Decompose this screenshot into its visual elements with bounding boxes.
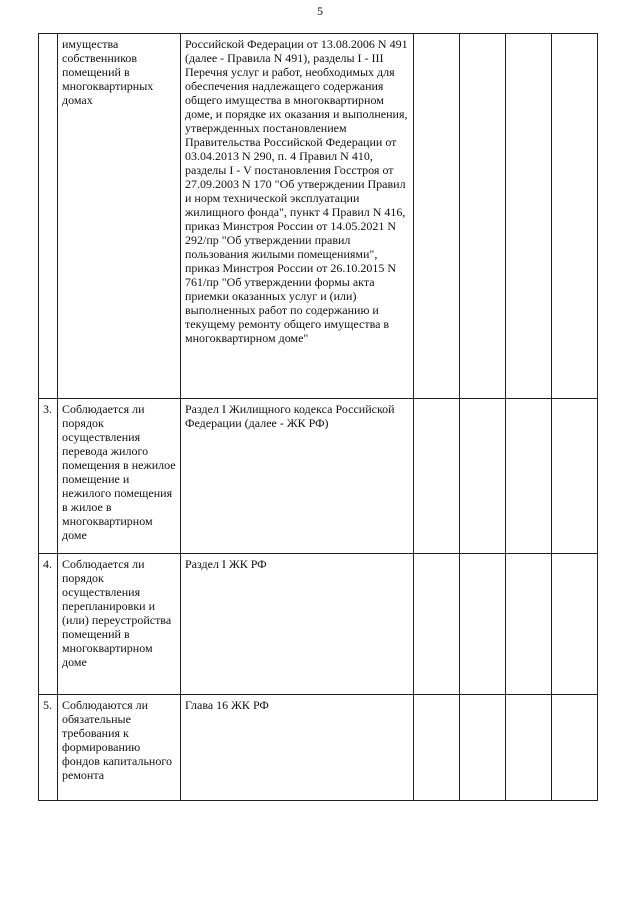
question-cell: Соблюдаются ли обязательные требования к формированию фондов капитального ремонта [58,695,181,801]
reference-cell: Российской Федерации от 13.08.2006 N 491 (далее - Правила N 491), разделы I - III Перечня услуг и работ, необходимых для обеспечения надлежащего содержания общего имущества в многоквартирном доме, и порядке их оказания и выполнения, утвержденных постановлением Правительства Российской Федерации от 03.04.2013 N 290, п. 4 Правил N 410, разделы I - V постановления Госстроя от 27.09.2003 N 170 "Об утверждении Правил и норм технической эксплуатации жилищного фонда", пункт 4 Правил N 416, приказ Минстроя России от 14.05.2021 N 292/пр "Об утверждении правил пользования жилыми помещениями", приказ Минстроя России от 26.10.2015 N 761/пр "Об утверждении формы акта приемки оказанных услуг и (или) выполненных работ по содержанию и текущему ремонту общего имущества в многоквартирном доме" [181,34,414,399]
checklist-table [38,33,598,801]
answer-na-cell [506,399,552,554]
answer-no-cell [460,695,506,801]
answer-yes-cell [414,34,460,399]
reference-cell: Раздел I ЖК РФ [181,554,414,695]
table-row [39,554,598,695]
question-cell: имущества собственников помещений в многоквартирных домах [58,34,181,399]
answer-no-cell [460,399,506,554]
table-row [39,399,598,554]
reference-cell: Раздел I Жилищного кодекса Российской Федерации (далее - ЖК РФ) [181,399,414,554]
notes-cell [552,399,598,554]
answer-yes-cell [414,399,460,554]
table-row [39,34,598,399]
row-number-cell: 5. [39,695,58,801]
table-row [39,695,598,801]
page-number: 5 [317,4,323,18]
question-cell: Соблюдается ли порядок осуществления перепланировки и (или) переустройства помещений в многоквартирном доме [58,554,181,695]
row-number-cell: 4. [39,554,58,695]
row-number-cell: 3. [39,399,58,554]
notes-cell [552,695,598,801]
row-number-cell [39,34,58,399]
question-cell: Соблюдается ли порядок осуществления перевода жилого помещения в нежилое помещение и нежилого помещения в жилое в многоквартирном доме [58,399,181,554]
answer-no-cell [460,554,506,695]
answer-no-cell [460,34,506,399]
notes-cell [552,34,598,399]
answer-yes-cell [414,695,460,801]
reference-cell: Глава 16 ЖК РФ [181,695,414,801]
answer-na-cell [506,554,552,695]
answer-na-cell [506,695,552,801]
answer-na-cell [506,34,552,399]
answer-yes-cell [414,554,460,695]
notes-cell [552,554,598,695]
